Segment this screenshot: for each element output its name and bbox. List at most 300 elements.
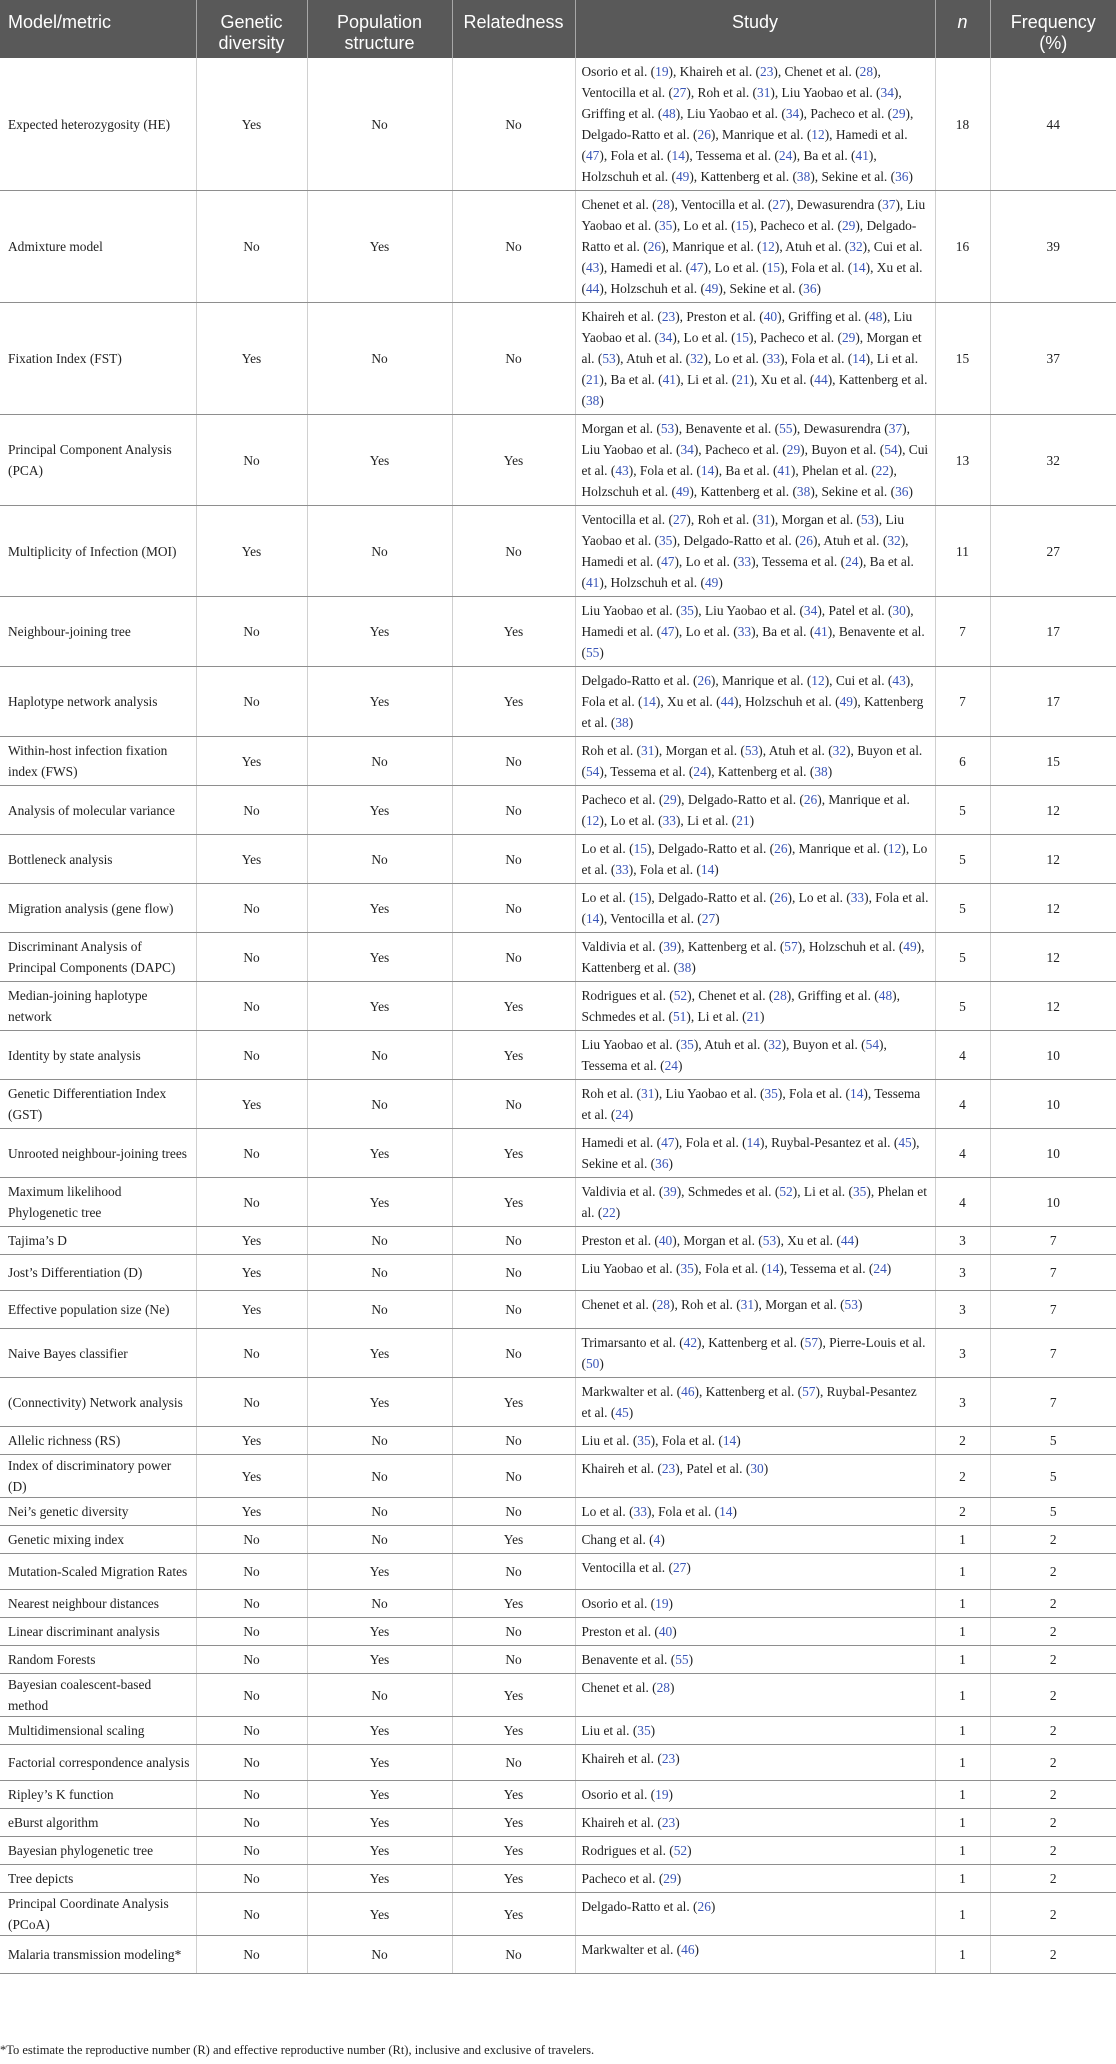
- cell-frequency: 2: [990, 1590, 1116, 1618]
- reference-link[interactable]: 41: [855, 148, 869, 163]
- reference-link[interactable]: 31: [641, 743, 655, 758]
- col-header-frequency: Frequency (%): [990, 0, 1116, 58]
- cell-n: 1: [935, 1781, 990, 1809]
- reference-link[interactable]: 29: [663, 1871, 677, 1886]
- reference-link[interactable]: 14: [719, 1504, 733, 1519]
- study-text: ), Sekine et al. (: [810, 484, 896, 499]
- cell-relatedness: Yes: [452, 667, 575, 737]
- reference-link[interactable]: 14: [700, 463, 715, 478]
- study-text: Morgan et al. (: [581, 421, 661, 436]
- study-text: ), Lo et al. (: [672, 218, 736, 233]
- study-text: ), Tessema et al. (: [599, 764, 694, 779]
- reference-link[interactable]: 23: [661, 309, 676, 324]
- reference-link[interactable]: 31: [757, 85, 771, 100]
- study-text: Osorio et al. (: [581, 64, 656, 79]
- reference-link[interactable]: 23: [760, 64, 774, 79]
- reference-link[interactable]: 49: [704, 281, 719, 296]
- reference-link[interactable]: 44: [814, 372, 828, 387]
- study-text: ), Patel et al. (: [675, 1461, 751, 1476]
- cell-genetic-diversity: No: [196, 1646, 307, 1674]
- cell-genetic-diversity: No: [196, 1936, 307, 1974]
- cell-frequency: 37: [990, 303, 1116, 415]
- reference-link[interactable]: 30: [750, 1461, 764, 1476]
- reference-link[interactable]: 23: [661, 1461, 676, 1476]
- cell-model-metric: Mutation-Scaled Migration Rates: [0, 1554, 196, 1590]
- reference-link[interactable]: 54: [865, 1037, 880, 1052]
- reference-link[interactable]: 15: [633, 890, 647, 905]
- reference-link[interactable]: 33: [850, 890, 865, 905]
- reference-link[interactable]: 24: [664, 1058, 678, 1073]
- reference-link[interactable]: 33: [737, 624, 752, 639]
- reference-link[interactable]: 43: [585, 260, 600, 275]
- reference-link[interactable]: 53: [762, 1233, 777, 1248]
- cell-population-structure: No: [307, 1590, 452, 1618]
- reference-link[interactable]: 12: [811, 673, 825, 688]
- reference-link[interactable]: 4: [653, 1532, 661, 1547]
- table-row: [0, 1080, 1116, 1129]
- reference-link[interactable]: 14: [700, 862, 715, 877]
- reference-link[interactable]: 28: [656, 1297, 670, 1312]
- study-text: ), Liu Yaobao et al. (: [581, 421, 910, 457]
- reference-link[interactable]: 26: [697, 1899, 711, 1914]
- reference-link[interactable]: 12: [811, 127, 825, 142]
- cell-frequency: 2: [990, 1646, 1116, 1674]
- reference-link[interactable]: 46: [681, 1384, 695, 1399]
- study-text: ): [827, 764, 833, 779]
- reference-link[interactable]: 28: [656, 197, 670, 212]
- reference-link[interactable]: 42: [683, 1335, 698, 1350]
- table-header: [0, 0, 1116, 58]
- cell-model-metric: Allelic richness (RS): [0, 1427, 196, 1455]
- table-row: [0, 1455, 1116, 1498]
- reference-link[interactable]: 36: [803, 281, 817, 296]
- cell-relatedness: No: [452, 58, 575, 191]
- cell-model-metric: Multiplicity of Infection (MOI): [0, 506, 196, 597]
- reference-link[interactable]: 29: [892, 106, 906, 121]
- reference-link[interactable]: 48: [662, 106, 676, 121]
- cell-n: 4: [935, 1080, 990, 1129]
- reference-link[interactable]: 24: [845, 554, 859, 569]
- cell-study: [575, 1227, 935, 1255]
- reference-link[interactable]: 34: [680, 442, 694, 457]
- reference-link[interactable]: 52: [779, 1184, 793, 1199]
- reference-link[interactable]: 57: [802, 1384, 816, 1399]
- reference-link[interactable]: 32: [832, 743, 847, 758]
- reference-link[interactable]: 33: [766, 351, 781, 366]
- reference-link[interactable]: 40: [658, 1624, 673, 1639]
- cell-model-metric: Genetic mixing index: [0, 1526, 196, 1554]
- reference-link[interactable]: 26: [774, 890, 788, 905]
- cell-model-metric: Nearest neighbour distances: [0, 1590, 196, 1618]
- study-text: ), Lo et al. (: [674, 624, 738, 639]
- cell-population-structure: No: [307, 1291, 452, 1329]
- cell-study: [575, 737, 935, 786]
- reference-link[interactable]: 31: [641, 1086, 655, 1101]
- reference-link[interactable]: 38: [814, 764, 828, 779]
- cell-genetic-diversity: No: [196, 1031, 307, 1080]
- reference-link[interactable]: 12: [761, 239, 775, 254]
- reference-link[interactable]: 41: [814, 624, 828, 639]
- reference-link[interactable]: 14: [722, 1433, 737, 1448]
- cell-frequency: 2: [990, 1893, 1116, 1936]
- cell-n: 13: [935, 415, 990, 506]
- reference-link[interactable]: 19: [655, 1596, 669, 1611]
- reference-link[interactable]: 46: [681, 1942, 695, 1957]
- study-text: ): [816, 281, 821, 296]
- cell-genetic-diversity: Yes: [196, 835, 307, 884]
- study-text: ), Manrique et al. (: [710, 673, 812, 688]
- cell-genetic-diversity: No: [196, 1893, 307, 1936]
- reference-link[interactable]: 28: [773, 988, 787, 1003]
- reference-link[interactable]: 27: [672, 512, 687, 527]
- reference-link[interactable]: 19: [655, 64, 669, 79]
- study-text: ), Holzschuh et al. (: [733, 694, 840, 709]
- reference-link[interactable]: 55: [675, 1652, 689, 1667]
- cell-n: 3: [935, 1227, 990, 1255]
- cell-relatedness: No: [452, 835, 575, 884]
- reference-link[interactable]: 53: [860, 512, 875, 527]
- cell-study: [575, 1329, 935, 1378]
- reference-link[interactable]: 32: [690, 351, 704, 366]
- col-header-study: Study: [575, 0, 935, 58]
- reference-link[interactable]: 32: [887, 533, 901, 548]
- study-text: ), Lo et al. (: [599, 813, 663, 828]
- study-text: ), Griffing et al. (: [786, 988, 879, 1003]
- cell-model-metric: Expected heterozygosity (HE): [0, 58, 196, 191]
- reference-link[interactable]: 24: [615, 1107, 629, 1122]
- reference-link[interactable]: 21: [585, 372, 600, 387]
- cell-relatedness: Yes: [452, 1865, 575, 1893]
- reference-link[interactable]: 41: [777, 463, 791, 478]
- study-text: Liu et al. (: [581, 1433, 638, 1448]
- reference-link[interactable]: 35: [764, 1086, 778, 1101]
- reference-link[interactable]: 36: [895, 169, 909, 184]
- reference-link[interactable]: 31: [740, 1297, 755, 1312]
- reference-link[interactable]: 38: [796, 169, 811, 184]
- reference-link[interactable]: 35: [680, 1037, 694, 1052]
- reference-link[interactable]: 41: [662, 372, 676, 387]
- study-text: Hamedi et al. (: [581, 1135, 662, 1150]
- reference-link[interactable]: 44: [840, 1233, 855, 1248]
- table-row: [0, 933, 1116, 982]
- reference-link[interactable]: 47: [690, 260, 704, 275]
- cell-model-metric: Bayesian phylogenetic tree: [0, 1837, 196, 1865]
- reference-link[interactable]: 33: [633, 1504, 647, 1519]
- reference-link[interactable]: 52: [673, 988, 688, 1003]
- reference-link[interactable]: 27: [701, 911, 716, 926]
- cell-study: [575, 1717, 935, 1745]
- study-text: Chenet et al. (: [581, 1680, 657, 1695]
- cell-relatedness: No: [452, 1329, 575, 1378]
- study-text: Chenet et al. (: [581, 1297, 657, 1312]
- cell-study: [575, 1837, 935, 1865]
- cell-study: [575, 1427, 935, 1455]
- reference-link[interactable]: 22: [602, 1205, 616, 1220]
- cell-n: 3: [935, 1255, 990, 1291]
- cell-genetic-diversity: Yes: [196, 1455, 307, 1498]
- reference-link[interactable]: 26: [697, 673, 711, 688]
- reference-link[interactable]: 35: [680, 1261, 694, 1276]
- cell-frequency: 10: [990, 1031, 1116, 1080]
- reference-link[interactable]: 26: [774, 841, 788, 856]
- cell-frequency: 5: [990, 1427, 1116, 1455]
- reference-link[interactable]: 21: [736, 813, 750, 828]
- cell-model-metric: Random Forests: [0, 1646, 196, 1674]
- study-text: Valdivia et al. (: [581, 939, 664, 954]
- cell-study: [575, 1781, 935, 1809]
- reference-link[interactable]: 34: [803, 603, 818, 618]
- reference-link[interactable]: 51: [672, 1009, 687, 1024]
- cell-genetic-diversity: No: [196, 1837, 307, 1865]
- study-text: ), Roh et al. (: [686, 85, 758, 100]
- reference-link[interactable]: 27: [672, 85, 687, 100]
- cell-model-metric: Tajima’s D: [0, 1227, 196, 1255]
- study-text: Pacheco et al. (: [581, 1871, 664, 1886]
- reference-link[interactable]: 24: [873, 1261, 887, 1276]
- reference-link[interactable]: 29: [663, 792, 677, 807]
- cell-genetic-diversity: No: [196, 1781, 307, 1809]
- reference-link[interactable]: 40: [763, 309, 778, 324]
- cell-n: 1: [935, 1618, 990, 1646]
- cell-study: [575, 1618, 935, 1646]
- reference-link[interactable]: 21: [746, 1009, 760, 1024]
- study-text: Khaireh et al. (: [581, 1751, 662, 1766]
- reference-link[interactable]: 38: [585, 393, 600, 408]
- reference-link[interactable]: 24: [778, 148, 793, 163]
- study-text: ), Tessema et al. (: [751, 554, 846, 569]
- cell-population-structure: Yes: [307, 1745, 452, 1781]
- study-text: ), Liu Yaobao et al. (: [770, 85, 881, 100]
- reference-link[interactable]: 35: [637, 1433, 651, 1448]
- cell-genetic-diversity: Yes: [196, 1427, 307, 1455]
- study-text: ), Roh et al. (: [670, 1297, 741, 1312]
- cell-model-metric: Jost’s Differentiation (D): [0, 1255, 196, 1291]
- reference-link[interactable]: 14: [765, 1261, 780, 1276]
- reference-link[interactable]: 39: [663, 1184, 677, 1199]
- reference-link[interactable]: 44: [585, 281, 600, 296]
- reference-link[interactable]: 48: [878, 988, 893, 1003]
- reference-link[interactable]: 48: [869, 309, 883, 324]
- reference-link[interactable]: 23: [661, 1815, 676, 1830]
- reference-link[interactable]: 15: [766, 260, 781, 275]
- reference-link[interactable]: 40: [658, 1233, 673, 1248]
- cell-study: [575, 1178, 935, 1227]
- reference-link[interactable]: 38: [615, 715, 629, 730]
- reference-link[interactable]: 39: [663, 939, 677, 954]
- reference-link[interactable]: 28: [656, 1680, 670, 1695]
- reference-link[interactable]: 34: [880, 85, 894, 100]
- reference-link[interactable]: 23: [661, 1751, 676, 1766]
- reference-link[interactable]: 31: [757, 512, 771, 527]
- reference-link[interactable]: 49: [675, 484, 690, 499]
- study-text: ): [672, 1624, 677, 1639]
- cell-genetic-diversity: No: [196, 1526, 307, 1554]
- cell-model-metric: Bayesian coalescent-based method: [0, 1674, 196, 1717]
- reference-link[interactable]: 15: [735, 218, 749, 233]
- study-text: Lo et al. (: [581, 890, 634, 905]
- cell-n: 1: [935, 1590, 990, 1618]
- cell-frequency: 12: [990, 933, 1116, 982]
- study-text: ), Liu Yaobao et al. (: [581, 309, 913, 345]
- reference-link[interactable]: 33: [737, 554, 752, 569]
- reference-link[interactable]: 33: [615, 862, 629, 877]
- reference-link[interactable]: 57: [804, 1335, 819, 1350]
- reference-link[interactable]: 45: [898, 1135, 912, 1150]
- reference-link[interactable]: 57: [784, 939, 798, 954]
- study-text: ), Khaireh et al. (: [668, 64, 760, 79]
- study-text: ), Fola et al. (: [628, 862, 701, 877]
- reference-link[interactable]: 52: [673, 1843, 688, 1858]
- table-row: [0, 1781, 1116, 1809]
- study-text: Lo et al. (: [581, 841, 634, 856]
- cell-study: [575, 1809, 935, 1837]
- reference-link[interactable]: 53: [602, 351, 616, 366]
- study-text: Valdivia et al. (: [581, 1184, 664, 1199]
- reference-link[interactable]: 35: [680, 603, 694, 618]
- study-text: ), Phelan et al. (: [581, 1184, 927, 1220]
- cell-study: [575, 1498, 935, 1526]
- reference-link[interactable]: 15: [735, 330, 749, 345]
- reference-link[interactable]: 41: [585, 575, 600, 590]
- reference-link[interactable]: 19: [655, 1787, 669, 1802]
- reference-link[interactable]: 27: [772, 197, 786, 212]
- reference-link[interactable]: 32: [849, 239, 863, 254]
- study-text: ), Manrique et al. (: [661, 239, 762, 254]
- cell-frequency: 5: [990, 1498, 1116, 1526]
- cell-population-structure: No: [307, 1427, 452, 1455]
- table-row: [0, 1717, 1116, 1745]
- cell-genetic-diversity: No: [196, 1865, 307, 1893]
- reference-link[interactable]: 54: [585, 764, 600, 779]
- reference-link[interactable]: 26: [697, 127, 711, 142]
- reference-link[interactable]: 14: [746, 1135, 760, 1150]
- cell-n: 1: [935, 1717, 990, 1745]
- cell-n: 1: [935, 1554, 990, 1590]
- reference-link[interactable]: 35: [637, 1723, 651, 1738]
- reference-link[interactable]: 32: [768, 1037, 782, 1052]
- reference-link[interactable]: 26: [803, 792, 818, 807]
- reference-link[interactable]: 27: [672, 1560, 687, 1575]
- reference-link[interactable]: 12: [585, 813, 600, 828]
- reference-link[interactable]: 29: [841, 218, 856, 233]
- reference-link[interactable]: 14: [850, 1086, 864, 1101]
- cell-relatedness: Yes: [452, 1717, 575, 1745]
- reference-link[interactable]: 26: [799, 533, 813, 548]
- reference-link[interactable]: 38: [796, 484, 811, 499]
- reference-link[interactable]: 49: [903, 939, 917, 954]
- cell-population-structure: Yes: [307, 1717, 452, 1745]
- cell-study: [575, 303, 935, 415]
- reference-link[interactable]: 49: [839, 694, 853, 709]
- reference-link[interactable]: 28: [859, 64, 874, 79]
- reference-link[interactable]: 30: [892, 603, 906, 618]
- study-text: ): [660, 1532, 665, 1547]
- reference-link[interactable]: 22: [875, 463, 890, 478]
- cell-population-structure: Yes: [307, 1893, 452, 1936]
- reference-link[interactable]: 53: [844, 1297, 858, 1312]
- reference-link[interactable]: 49: [675, 169, 690, 184]
- study-text: ), Xu et al. (: [655, 694, 721, 709]
- cell-n: 4: [935, 1129, 990, 1178]
- reference-link[interactable]: 49: [704, 575, 719, 590]
- reference-link[interactable]: 21: [736, 372, 750, 387]
- study-text: ), Tessema et al. (: [581, 1086, 921, 1122]
- cell-population-structure: Yes: [307, 1646, 452, 1674]
- reference-link[interactable]: 38: [677, 960, 692, 975]
- reference-link[interactable]: 44: [720, 694, 734, 709]
- cell-genetic-diversity: Yes: [196, 506, 307, 597]
- reference-link[interactable]: 12: [887, 841, 902, 856]
- cell-genetic-diversity: No: [196, 786, 307, 835]
- reference-link[interactable]: 43: [615, 463, 629, 478]
- cell-model-metric: Migration analysis (gene flow): [0, 884, 196, 933]
- study-text: ), Kattenberg et al. (: [694, 1384, 803, 1399]
- table-row: [0, 58, 1116, 191]
- reference-link[interactable]: 47: [661, 554, 675, 569]
- cell-study: [575, 1255, 935, 1291]
- study-text: Delgado-Ratto et al. (: [581, 1899, 698, 1914]
- reference-link[interactable]: 34: [658, 330, 673, 345]
- reference-link[interactable]: 43: [892, 673, 906, 688]
- reference-link[interactable]: 36: [895, 484, 909, 499]
- reference-link[interactable]: 53: [744, 743, 759, 758]
- study-text: ): [628, 1405, 634, 1420]
- reference-link[interactable]: 47: [661, 1135, 675, 1150]
- reference-link[interactable]: 29: [841, 330, 856, 345]
- cell-study: [575, 1031, 935, 1080]
- reference-link[interactable]: 55: [779, 421, 793, 436]
- cell-frequency: 2: [990, 1837, 1116, 1865]
- reference-link[interactable]: 29: [786, 442, 801, 457]
- cell-n: 1: [935, 1745, 990, 1781]
- study-text: ), Griffing et al. (: [581, 85, 902, 121]
- reference-link[interactable]: 37: [882, 197, 896, 212]
- study-text: ), Schmedes et al. (: [581, 988, 900, 1024]
- reference-link[interactable]: 34: [785, 106, 800, 121]
- reference-link[interactable]: 37: [888, 421, 903, 436]
- reference-link[interactable]: 14: [585, 911, 600, 926]
- cell-n: 2: [935, 1455, 990, 1498]
- reference-link[interactable]: 14: [642, 694, 656, 709]
- cell-population-structure: No: [307, 1031, 452, 1080]
- cell-relatedness: No: [452, 1646, 575, 1674]
- reference-link[interactable]: 54: [884, 442, 898, 457]
- reference-link[interactable]: 35: [852, 1184, 867, 1199]
- reference-link[interactable]: 55: [585, 645, 600, 660]
- study-text: ), Sekine et al. (: [810, 169, 896, 184]
- reference-link[interactable]: 35: [658, 218, 673, 233]
- reference-link[interactable]: 14: [671, 148, 685, 163]
- reference-link[interactable]: 45: [615, 1405, 629, 1420]
- reference-link[interactable]: 50: [585, 1356, 600, 1371]
- reference-link[interactable]: 14: [852, 351, 866, 366]
- reference-link[interactable]: 14: [852, 260, 866, 275]
- reference-link[interactable]: 35: [658, 533, 673, 548]
- cell-n: 1: [935, 1674, 990, 1717]
- study-text: ), Liu Yaobao et al. (: [675, 106, 786, 121]
- reference-link[interactable]: 33: [662, 813, 676, 828]
- reference-link[interactable]: 47: [585, 148, 600, 163]
- reference-link[interactable]: 53: [660, 421, 675, 436]
- reference-link[interactable]: 26: [647, 239, 662, 254]
- reference-link[interactable]: 47: [661, 624, 675, 639]
- cell-genetic-diversity: Yes: [196, 1227, 307, 1255]
- study-text: Khaireh et al. (: [581, 309, 662, 324]
- reference-link[interactable]: 24: [693, 764, 707, 779]
- cell-model-metric: Identity by state analysis: [0, 1031, 196, 1080]
- reference-link[interactable]: 15: [633, 841, 647, 856]
- reference-link[interactable]: 36: [655, 1156, 669, 1171]
